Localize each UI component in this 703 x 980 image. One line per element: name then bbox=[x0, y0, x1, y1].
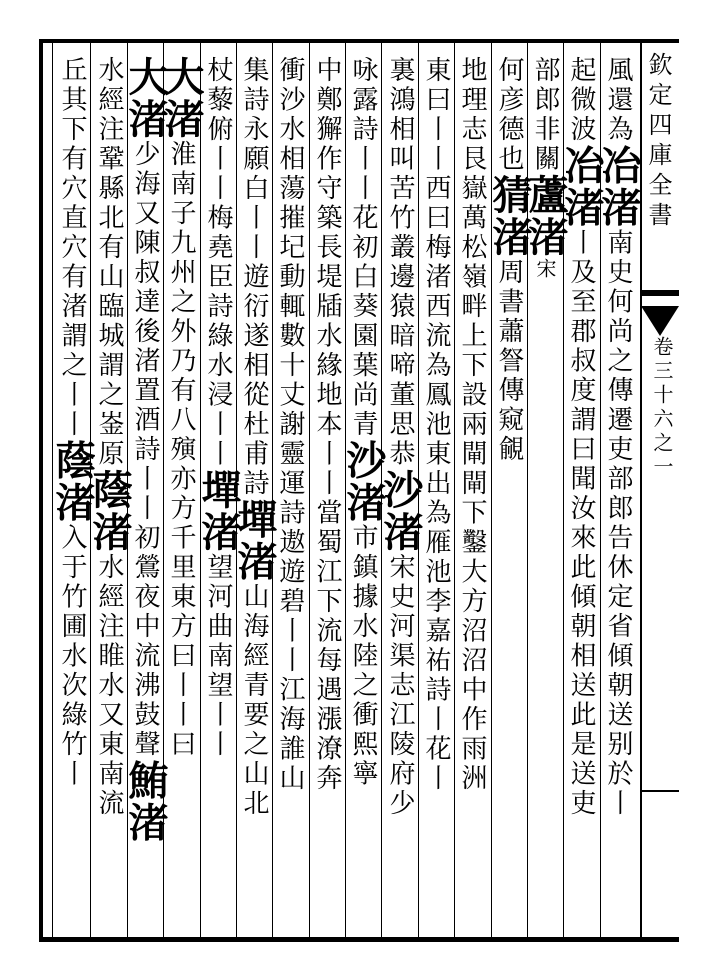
book-title: 欽定四庫全書 bbox=[644, 52, 672, 232]
text-column bbox=[50, 56, 94, 936]
entry-heading: 蔭渚 bbox=[49, 439, 96, 524]
entry-heading: 大渚 bbox=[122, 56, 169, 140]
entry-heading: 沙渚 bbox=[377, 469, 424, 553]
column-text: 市鎮據水陸之衝熙寧 bbox=[348, 523, 378, 789]
entry-heading: 墠渚 bbox=[195, 469, 242, 553]
column-text: 淮南子九州之外乃有八殥亦方千里東方曰丨丨曰 bbox=[166, 140, 196, 760]
entry-heading: 蘆渚 bbox=[522, 174, 569, 258]
column-text: 裏鴻相叫苦竹叢邊猿暗啼董思恭 bbox=[385, 56, 415, 469]
column-text: 中鄭獬作守築長堤牐水緣地本丨丨當蜀江下流每遇漲潦奔 bbox=[312, 56, 342, 794]
entry-heading: 冶渚 bbox=[558, 144, 605, 229]
column-text: 何彦德也 bbox=[494, 56, 524, 174]
fishtail-bar bbox=[641, 290, 679, 296]
column-text: 水經注睢水又東南流 bbox=[94, 553, 124, 819]
column-text: 起微波 bbox=[566, 56, 596, 145]
column-text: 風還為 bbox=[603, 56, 633, 145]
column-text: 杖藜俯丨丨梅堯臣詩綠水浸丨丨 bbox=[203, 56, 233, 469]
entry-heading: 沙渚 bbox=[340, 439, 387, 524]
column-text: 宋史河渠志江陵府少 bbox=[385, 553, 415, 819]
column-text: 地理志艮嶽萬松嶺畔上下設兩閘閘下鑿大方沼沼中作雨洲 bbox=[457, 56, 487, 794]
entry-heading: 大渚 bbox=[158, 56, 205, 140]
column-text: 衝沙水相蕩摧圮動輒數十丈謝靈運詩遨遊碧丨丨江海誰山 bbox=[275, 56, 305, 794]
column-text: 周書蕭詧傳窥覦 bbox=[494, 258, 524, 465]
entry-heading: 猜渚 bbox=[486, 174, 533, 258]
volume-label: 卷三十六之一 bbox=[650, 336, 674, 480]
column-text: 山海經青要之山北 bbox=[239, 582, 269, 819]
entry-heading: 鮪渚 bbox=[122, 759, 169, 844]
entry-heading: 冶渚 bbox=[595, 144, 642, 229]
entry-heading: 墠渚 bbox=[231, 498, 278, 583]
column-text: 集詩永願白丨丨遊衍遂相從杜甫詩 bbox=[239, 56, 269, 499]
fishtail-mark bbox=[641, 306, 679, 336]
column-text: 少海又陳叔達後渚置酒詩丨丨初鶯夜中流沸鼓聲 bbox=[130, 140, 160, 760]
column-text: 南史何尚之傳遷吏部郎告休定省傾朝送别於丨 bbox=[603, 228, 633, 819]
column-text: 水經注鞏縣北有山臨城謂之崟原 bbox=[94, 56, 124, 469]
column-text: 望河曲南望丨丨 bbox=[203, 553, 233, 760]
column-text: 咏露詩丨丨花初白葵園葉尚青 bbox=[348, 56, 378, 440]
entry-heading: 蔭渚 bbox=[86, 469, 133, 553]
column-text: 入于竹圃水次綠竹丨 bbox=[57, 523, 87, 789]
column-text: 丘其下有穴直穴有渚謂之丨丨 bbox=[57, 56, 87, 440]
column-text: 東曰丨丨西曰梅渚西流為鳳池東出為雁池李嘉祐詩丨花丨 bbox=[421, 56, 451, 794]
margin-bottom-rule bbox=[641, 790, 679, 792]
column-text: 部郎非關 bbox=[530, 56, 560, 174]
column-text: 丨及至郡叔度謂曰聞汝來此傾朝相送此是送吏 bbox=[566, 228, 596, 819]
column-text: 宋 bbox=[533, 258, 557, 281]
